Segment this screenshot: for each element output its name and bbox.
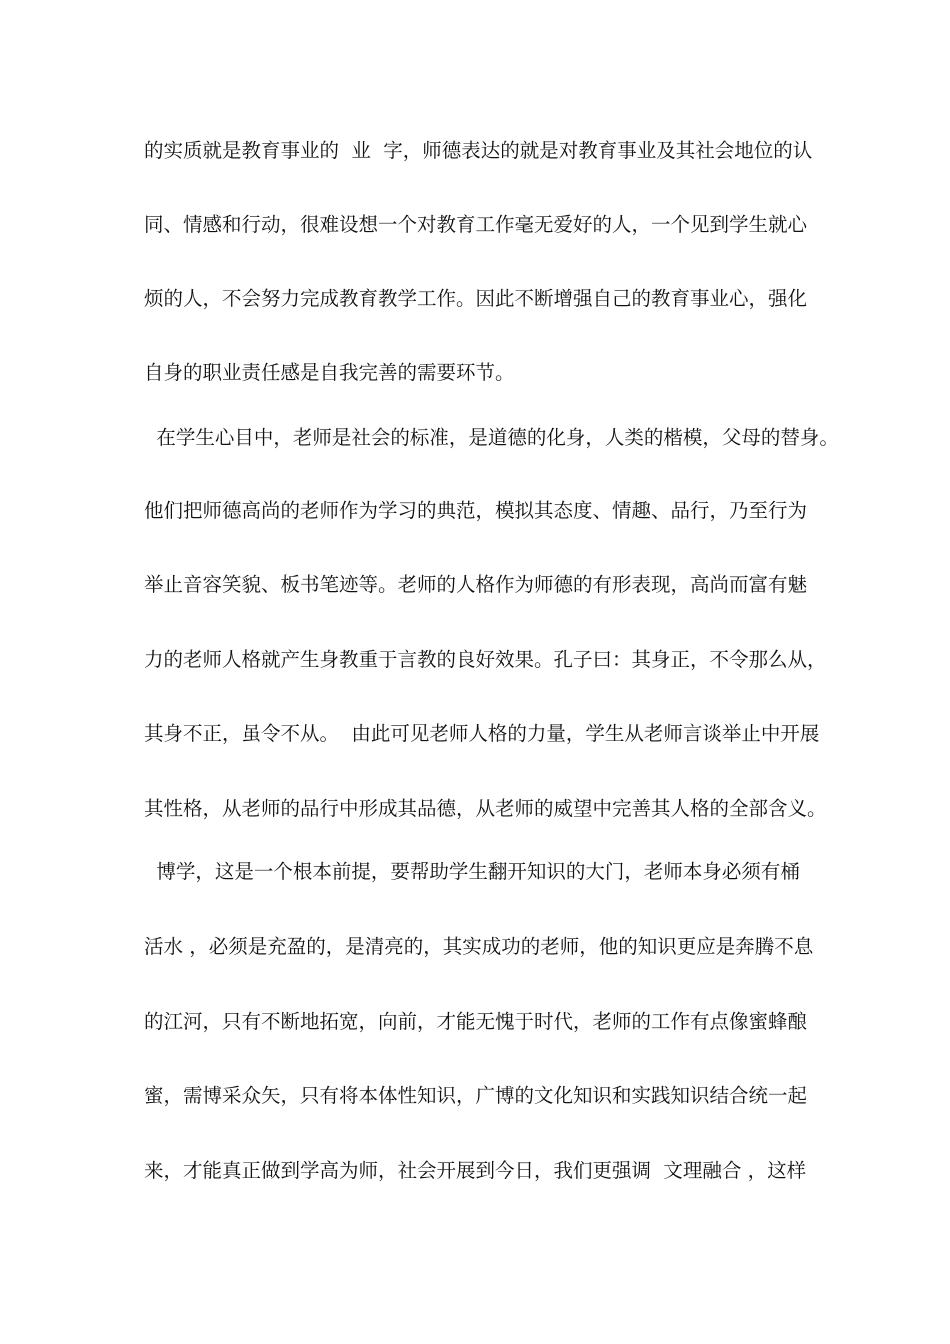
text-line: 其性格，从老师的品行中形成其品德，从老师的威望中完善其人格的全部含义。 xyxy=(144,797,827,820)
text-line: 自身的职业责任感是自我完善的需要环节。 xyxy=(144,361,515,384)
text-line: 举止音容笑貌、板书笔迹等。老师的人格作为师德的有形表现，高尚而富有魅 xyxy=(144,573,808,596)
text-line: 烦的人，不会努力完成教育教学工作。因此不断增强自己的教育事业心，强化 xyxy=(144,287,808,310)
text-line: 活水 ，必须是充盈的，是清亮的，其实成功的老师，他的知识更应是奔腾不息 xyxy=(144,935,814,958)
paragraph-start-line: 在学生心目中，老师是社会的标准，是道德的化身，人类的楷模，父母的替身。 xyxy=(144,426,839,449)
text-line: 的江河，只有不断地拓宽，向前，才能无愧于时代，老师的工作有点像蜜蜂酿 xyxy=(144,1010,808,1033)
text-line: 的实质就是教育事业的 业 字，师德表达的就是对教育事业及其社会地位的认 xyxy=(144,139,813,162)
text-line: 同、情感和行动，很难设想一个对教育工作毫无爱好的人，一个见到学生就心 xyxy=(144,213,808,236)
text-line: 蜜，需博采众矢，只有将本体性知识，广博的文化知识和实践知识结合统一起 xyxy=(144,1084,808,1107)
text-line: 其身不正，虽令不从。 由此可见老师人格的力量，学生从老师言谈举止中开展 xyxy=(144,722,820,745)
text-line: 来，才能真正做到学高为师，社会开展到今日，我们更强调 文理融合 ，这样 xyxy=(144,1159,807,1182)
paragraph-start-line: 博学，这是一个根本前提，要帮助学生翻开知识的大门，老师本身必须有桶 xyxy=(144,860,800,883)
text-line: 力的老师人格就产生身教重于言教的良好效果。孔子曰：其身正，不令那么从， xyxy=(144,648,827,671)
text-line: 他们把师德高尚的老师作为学习的典范，模拟其态度、情趣、品行，乃至行为 xyxy=(144,499,808,522)
